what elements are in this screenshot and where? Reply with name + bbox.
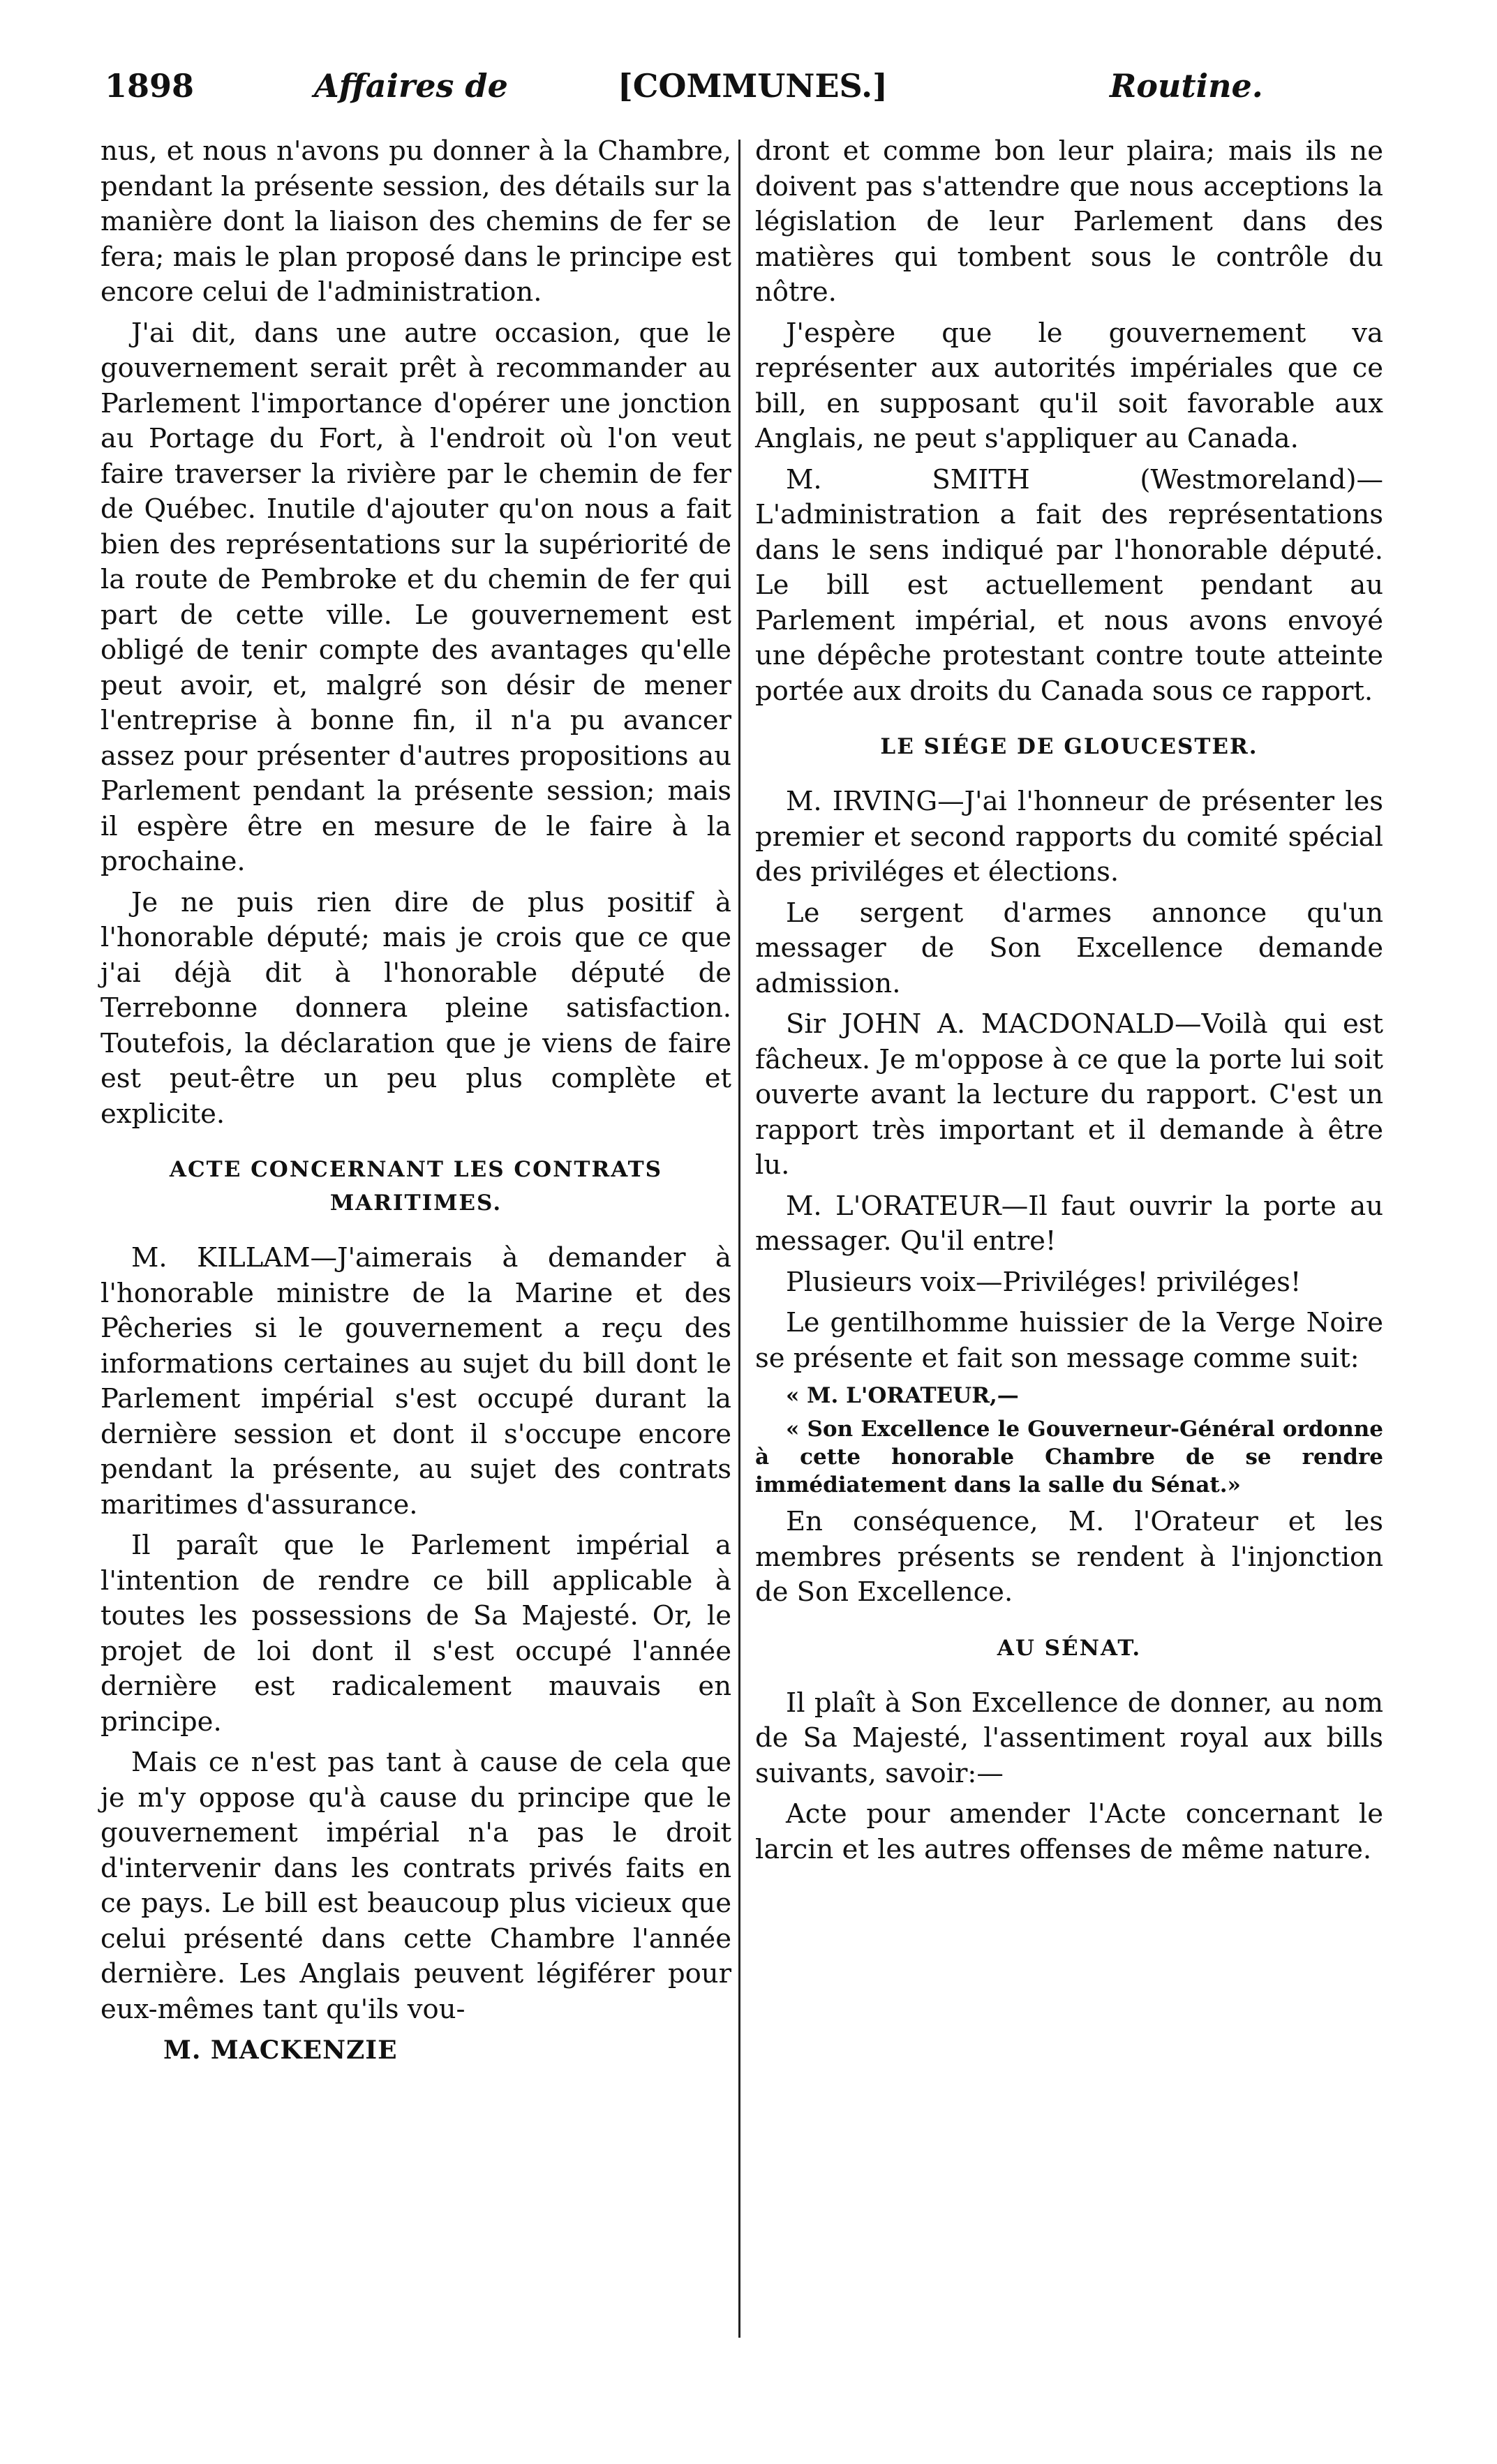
right-column	[755, 134, 1383, 1873]
column-divider	[738, 140, 740, 2338]
paragraph: M. KILLAM—J'aimerais à demander à l'honorable ministre de la Marine et des Pêcheries si le gouvernement a reçu des informations certaines au sujet du bill dont le Parlement impérial s'est occupé durant la dernière session et dont il s'occupe encore pendant la présente, au sujet des contrats maritimes d'assurance.	[100, 1242, 731, 1521]
paragraph: Il paraît que le Parlement impérial a l'intention de rendre ce bill applicable à toutes les possessions de Sa Majesté. Or, le projet de loi dont il s'est occupé l'année dernière est radicalement mauvais en principe.	[100, 1530, 731, 1738]
catchword: M. MACKENZIE	[163, 2036, 398, 2065]
paragraph: M. L'ORATEUR—Il faut ouvrir la porte au messager. Qu'il entre!	[755, 1190, 1383, 1257]
section-heading: LE SIÉGE DE GLOUCESTER.	[880, 734, 1258, 759]
running-header	[105, 67, 1263, 116]
paragraph: dront et comme bon leur plaira; mais ils ne doivent pas s'attendre que nous acceptions la législation de leur Parlement dans des matières qui tombent sous le contrôle du nôtre.	[755, 135, 1383, 308]
section-heading: ACTE CONCERNANT LES CONTRATS MARITIMES.	[169, 1157, 663, 1216]
paragraph: Sir JOHN A. MACDONALD—Voilà qui est fâcheux. Je m'oppose à ce que la porte lui soit ouverte avant la lecture du rapport. C'est un rapport très important et il demande à être lu.	[755, 1008, 1383, 1181]
header-center-title: [COMMUNES.]	[618, 67, 888, 105]
paragraph: J'espère que le gouvernement va représenter aux autorités impériales que ce bill, en supposant qu'il soit favorable aux Anglais, ne peut s'appliquer au Canada.	[755, 317, 1383, 454]
paragraph: Plusieurs voix—Priviléges! priviléges!	[786, 1266, 1302, 1298]
paragraph: M. IRVING—J'ai l'honneur de présenter les premier et second rapports du comité spécial des priviléges et élections.	[755, 786, 1383, 888]
paragraph: M. SMITH (Westmoreland)—L'administration a fait des représentations dans le sens indiqué par l'honorable député. Le bill est actuellement pendant au Parlement impérial, et nous avons envoyé une dépêche protestant contre toute atteinte portée aux droits du Canada sous ce rapport.	[755, 463, 1383, 707]
paragraph: Acte pour amender l'Acte concernant le larcin et les autres offenses de même nature.	[755, 1798, 1383, 1865]
paragraph: Le sergent d'armes annonce qu'un messager de Son Excellence demande admission.	[755, 897, 1383, 999]
paragraph: Mais ce n'est pas tant à cause de cela que je m'y oppose qu'à cause du principe que le gouvernement impérial n'a pas le droit d'intervenir dans les contrats privés faits en ce pays. Le bill est beaucoup plus vicieux que celui présenté dans cette Chambre l'année dernière. Les Anglais peuvent légiférer pour eux-mêmes tant qu'ils vou-	[100, 1747, 731, 2025]
paragraph: J'ai dit, dans une autre occasion, que le gouvernement serait prêt à recommander au Parlement l'importance d'opérer une jonction au Portage du Fort, à l'endroit où l'on veut faire traverser la rivière par le chemin de fer de Québec. Inutile d'ajouter qu'on nous a fait bien des représentations sur la supériorité de la route de Pembroke et du chemin de fer qui part de cette ville. Le gouvernement est obligé de tenir compte des avantages qu'elle peut avoir, et, malgré son désir de mener l'entreprise à bonne fin, il n'a pu avancer assez pour présenter d'autres propositions au Parlement pendant la présente session; mais il espère être en mesure de le faire à la prochaine.	[100, 317, 731, 877]
quote-salutation: « M. L'ORATEUR,—	[786, 1383, 1019, 1408]
page-number: 1898	[105, 67, 195, 105]
header-left-title: Affaires de	[314, 67, 508, 105]
paragraph: Il plaît à Son Excellence de donner, au nom de Sa Majesté, l'assentiment royal aux bills suivants, savoir:—	[755, 1687, 1383, 1789]
left-column	[100, 134, 731, 2074]
section-heading: AU SÉNAT.	[997, 1635, 1142, 1661]
paragraph: Je ne puis rien dire de plus positif à l'honorable député; mais je crois que ce que j'ai déjà dit à l'honorable député de Terrebonne donnera pleine satisfaction. Toutefois, la déclaration que je viens de faire est peut-être un peu plus complète et explicite.	[100, 886, 731, 1130]
quote-message: « Son Excellence le Gouverneur-Général ordonne à cette honorable Chambre de se rendre immédiatement dans la salle du Sénat.»	[755, 1417, 1383, 1498]
header-right-title: Routine.	[1110, 67, 1263, 105]
paragraph: En conséquence, M. l'Orateur et les membres présents se rendent à l'injonction de Son Excellence.	[755, 1506, 1383, 1608]
paragraph: nus, et nous n'avons pu donner à la Chambre, pendant la présente session, des détails sur la manière dont la liaison des chemins de fer se fera; mais le plan proposé dans le principe est encore celui de l'administration.	[100, 135, 731, 308]
paragraph: Le gentilhomme huissier de la Verge Noire se présente et fait son message comme suit:	[755, 1307, 1383, 1374]
